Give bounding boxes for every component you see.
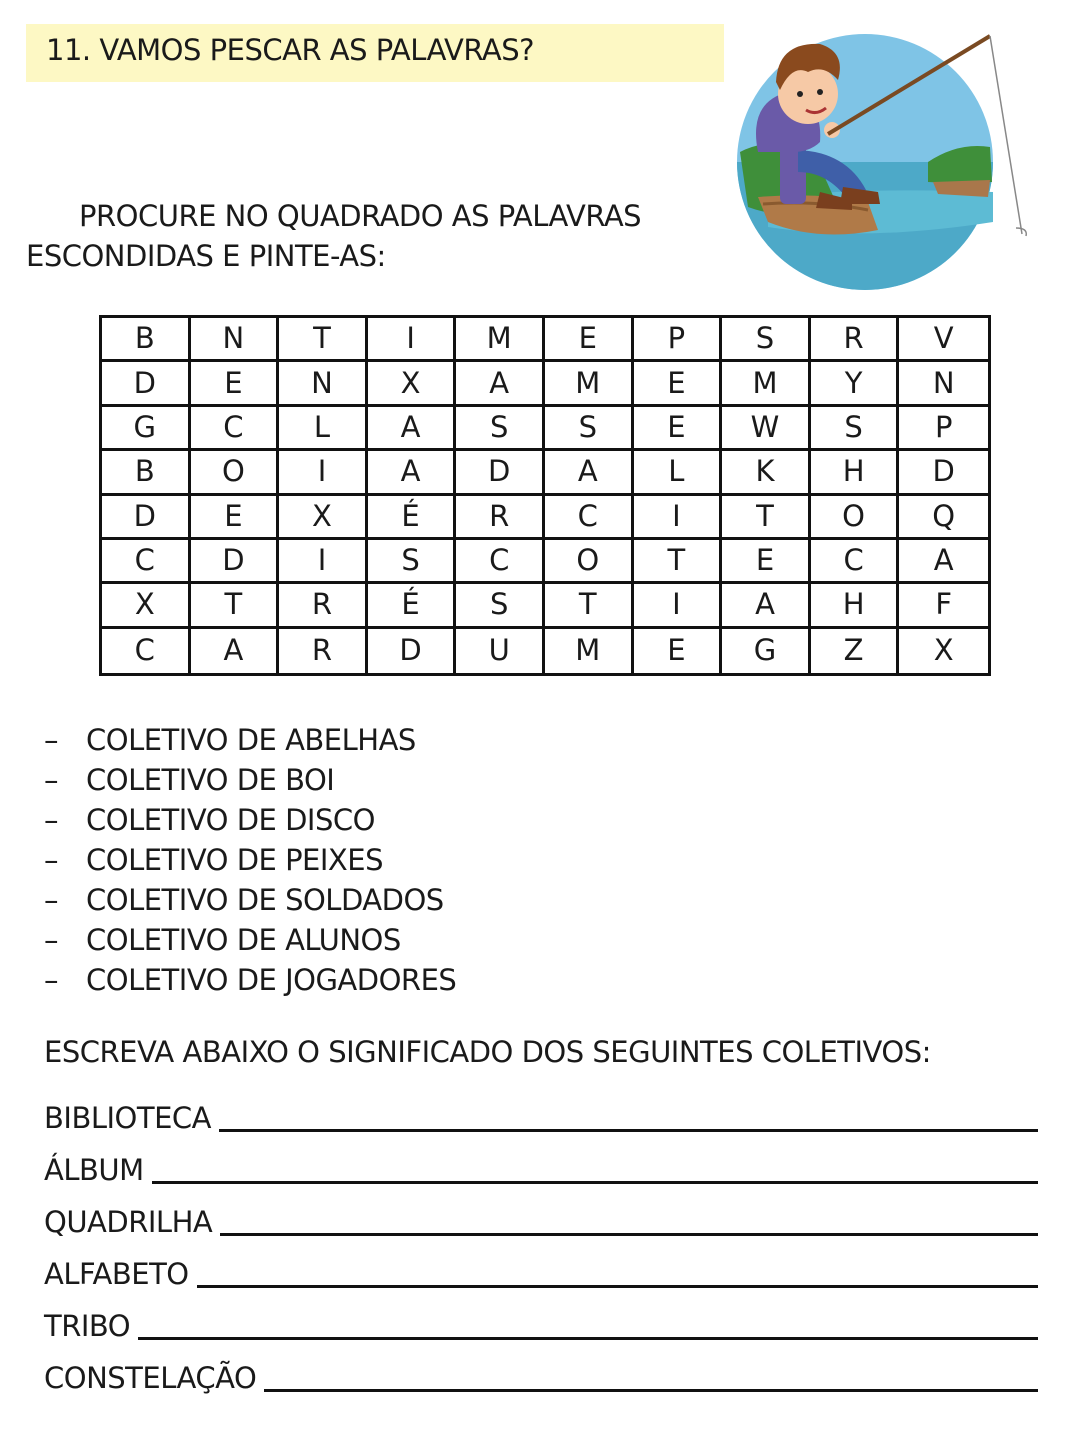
grid-cell[interactable]: D: [368, 629, 457, 673]
grid-cell[interactable]: N: [191, 318, 280, 362]
grid-cell[interactable]: M: [722, 362, 811, 406]
clue-text: COLETIVO DE DISCO: [86, 803, 375, 837]
grid-cell[interactable]: D: [102, 496, 191, 540]
instruction-text: [26, 196, 716, 276]
grid-cell[interactable]: I: [279, 540, 368, 584]
grid-cell[interactable]: É: [368, 584, 457, 628]
answer-line[interactable]: [219, 1129, 1038, 1132]
grid-cell[interactable]: B: [102, 451, 191, 495]
grid-cell[interactable]: U: [456, 629, 545, 673]
grid-cell[interactable]: S: [811, 407, 900, 451]
grid-cell[interactable]: D: [191, 540, 280, 584]
grid-cell[interactable]: I: [279, 451, 368, 495]
grid-cell[interactable]: A: [368, 451, 457, 495]
grid-cell[interactable]: A: [368, 407, 457, 451]
answer-word: ÁLBUM: [44, 1153, 144, 1187]
instruction-line-2: ESCONDIDAS E PINTE-AS:: [26, 239, 386, 273]
grid-cell[interactable]: D: [456, 451, 545, 495]
grid-cell[interactable]: A: [899, 540, 988, 584]
answer-row: [44, 1242, 1038, 1294]
write-instruction: ESCREVA ABAIXO O SIGNIFICADO DOS SEGUINTES COLETIVOS:: [44, 1035, 931, 1069]
answer-row: [44, 1190, 1038, 1242]
answer-line[interactable]: [138, 1337, 1038, 1340]
grid-cell[interactable]: C: [456, 540, 545, 584]
grid-cell[interactable]: Z: [811, 629, 900, 673]
grid-cell[interactable]: A: [191, 629, 280, 673]
answer-line[interactable]: [220, 1233, 1038, 1236]
grid-cell[interactable]: S: [722, 318, 811, 362]
grid-cell[interactable]: S: [456, 584, 545, 628]
grid-cell[interactable]: E: [191, 362, 280, 406]
clue-text: COLETIVO DE JOGADORES: [86, 963, 457, 997]
grid-cell[interactable]: K: [722, 451, 811, 495]
grid-cell[interactable]: E: [634, 629, 723, 673]
grid-cell[interactable]: O: [811, 496, 900, 540]
clue-dash: –: [44, 843, 58, 877]
grid-cell[interactable]: R: [279, 629, 368, 673]
grid-cell[interactable]: C: [102, 629, 191, 673]
grid-cell[interactable]: X: [368, 362, 457, 406]
grid-cell[interactable]: C: [545, 496, 634, 540]
grid-cell[interactable]: V: [899, 318, 988, 362]
answer-word: QUADRILHA: [44, 1205, 213, 1239]
instruction-line-1: PROCURE NO QUADRADO AS PALAVRAS: [79, 199, 642, 233]
grid-cell[interactable]: D: [102, 362, 191, 406]
grid-cell[interactable]: L: [279, 407, 368, 451]
answer-word: TRIBO: [44, 1309, 131, 1343]
grid-cell[interactable]: S: [368, 540, 457, 584]
grid-cell[interactable]: Q: [899, 496, 988, 540]
clue-item: [44, 720, 456, 760]
grid-cell[interactable]: S: [545, 407, 634, 451]
clue-dash: –: [44, 883, 58, 917]
grid-cell[interactable]: B: [102, 318, 191, 362]
clue-dash: –: [44, 803, 58, 837]
answer-word: BIBLIOTECA: [44, 1101, 212, 1135]
grid-cell[interactable]: C: [102, 540, 191, 584]
grid-cell[interactable]: S: [456, 407, 545, 451]
grid-cell[interactable]: E: [722, 540, 811, 584]
clue-item: [44, 960, 456, 1000]
grid-cell[interactable]: M: [545, 629, 634, 673]
clue-item: [44, 760, 456, 800]
clue-item: [44, 800, 456, 840]
grid-cell[interactable]: T: [722, 496, 811, 540]
grid-cell[interactable]: X: [279, 496, 368, 540]
grid-cell[interactable]: M: [456, 318, 545, 362]
grid-cell[interactable]: W: [722, 407, 811, 451]
grid-cell[interactable]: E: [191, 496, 280, 540]
clue-dash: –: [44, 963, 58, 997]
grid-cell[interactable]: N: [279, 362, 368, 406]
grid-cell[interactable]: Y: [811, 362, 900, 406]
grid-cell[interactable]: F: [899, 584, 988, 628]
answer-row: [44, 1346, 1038, 1398]
clue-text: COLETIVO DE SOLDADOS: [86, 883, 444, 917]
clue-text: COLETIVO DE ABELHAS: [86, 723, 416, 757]
boy-fishing-icon: [728, 22, 1048, 296]
grid-cell[interactable]: T: [634, 540, 723, 584]
clue-text: COLETIVO DE PEIXES: [86, 843, 384, 877]
clue-list: [44, 720, 456, 1000]
grid-cell[interactable]: E: [545, 318, 634, 362]
grid-cell[interactable]: P: [634, 318, 723, 362]
grid-cell[interactable]: E: [634, 407, 723, 451]
clue-text: COLETIVO DE BOI: [86, 763, 335, 797]
title-banner: [26, 24, 724, 82]
clue-dash: –: [44, 723, 58, 757]
answer-line[interactable]: [197, 1285, 1038, 1288]
page-title: 11. VAMOS PESCAR AS PALAVRAS?: [46, 33, 535, 67]
grid-cell[interactable]: A: [722, 584, 811, 628]
grid-cell[interactable]: I: [634, 496, 723, 540]
grid-cell[interactable]: T: [545, 584, 634, 628]
clue-item: [44, 840, 456, 880]
grid-cell[interactable]: G: [102, 407, 191, 451]
clue-dash: –: [44, 923, 58, 957]
grid-cell[interactable]: G: [722, 629, 811, 673]
answer-list: [44, 1086, 1038, 1398]
grid-cell[interactable]: É: [368, 496, 457, 540]
answer-line[interactable]: [264, 1389, 1038, 1392]
grid-cell[interactable]: O: [545, 540, 634, 584]
grid-cell[interactable]: D: [899, 451, 988, 495]
grid-cell[interactable]: P: [899, 407, 988, 451]
clue-item: [44, 880, 456, 920]
grid-cell[interactable]: L: [634, 451, 723, 495]
grid-cell[interactable]: I: [368, 318, 457, 362]
grid-cell[interactable]: T: [279, 318, 368, 362]
grid-cell[interactable]: I: [634, 584, 723, 628]
grid-cell[interactable]: A: [545, 451, 634, 495]
answer-line[interactable]: [152, 1181, 1038, 1184]
grid-cell[interactable]: X: [933, 633, 954, 668]
answer-row: [44, 1138, 1038, 1190]
grid-cell[interactable]: R: [456, 496, 545, 540]
grid-cell[interactable]: R: [811, 318, 900, 362]
grid-cell[interactable]: A: [456, 362, 545, 406]
clue-text: COLETIVO DE ALUNOS: [86, 923, 401, 957]
answer-row: [44, 1086, 1038, 1138]
grid-cell[interactable]: E: [634, 362, 723, 406]
grid-cell[interactable]: H: [811, 584, 900, 628]
grid-cell[interactable]: N: [899, 362, 988, 406]
grid-cell[interactable]: H: [811, 451, 900, 495]
clue-dash: –: [44, 763, 58, 797]
word-search-grid: [99, 315, 991, 676]
clue-item: [44, 920, 456, 960]
grid-cell[interactable]: M: [545, 362, 634, 406]
answer-word: CONSTELAÇÃO: [44, 1361, 257, 1395]
grid-cell[interactable]: R: [279, 584, 368, 628]
grid-cell[interactable]: X: [102, 584, 191, 628]
grid-cell[interactable]: T: [191, 584, 280, 628]
grid-cell[interactable]: C: [811, 540, 900, 584]
answer-row: [44, 1294, 1038, 1346]
answer-word: ALFABETO: [44, 1257, 189, 1291]
grid-cell[interactable]: O: [191, 451, 280, 495]
grid-cell[interactable]: C: [191, 407, 280, 451]
